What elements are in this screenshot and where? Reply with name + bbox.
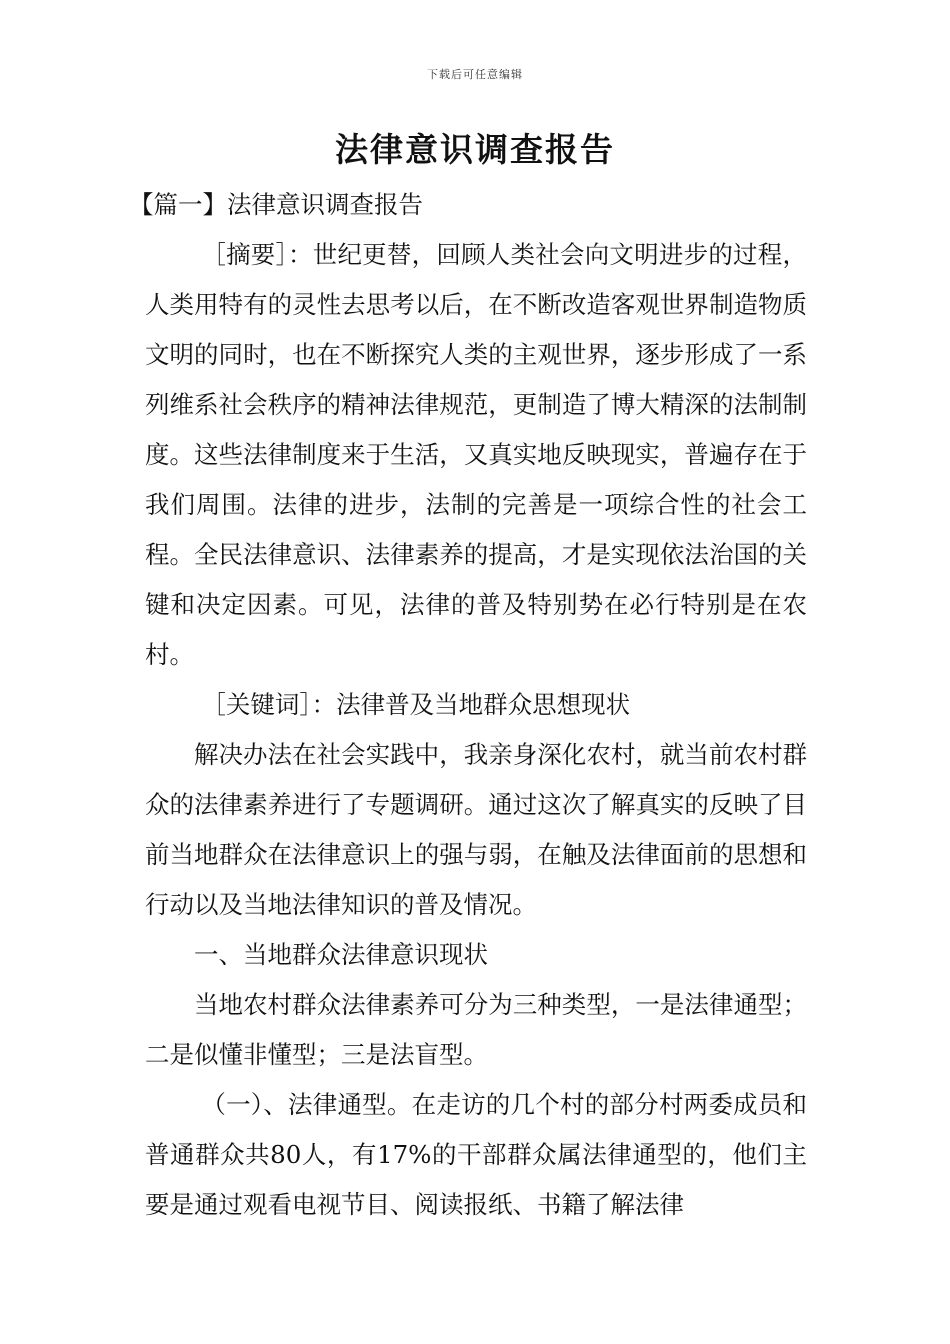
body-paragraph: 解决办法在社会实践中，我亲身深化农村，就当前农村群众的法律素养进行了专题调研。通过这次了解真实的反映了目前当地群众在法律意识上的强与弱，在触及法律面前的思想和行动以及当地法律知识的普及情况。: [145, 740, 807, 919]
header-note: 下载后可任意编辑: [427, 68, 523, 81]
document-body: [129, 180, 807, 1230]
subsection-heading: 一、当地群众法律意识现状: [194, 940, 488, 969]
abstract-paragraph: ［摘要］：世纪更替，回顾人类社会向文明进步的过程，人类用特有的灵性去思考以后，在不断改造客观世界制造物质文明的同时，也在不断探究人类的主观世界，逐步形成了一系列维系社会秩序的精神法律规范，更制造了博大精深的法制制度。这些法律制度来于生活，又真实地反映现实，普遍存在于我们周围。法律的进步，法制的完善是一项综合性的社会工程。全民法律意识、法律素养的提高，才是实现依法治国的关键和决定因素。可见，法律的普及特别势在必行特别是在农村。: [145, 240, 807, 669]
keywords-paragraph: ［关键词］：法律普及当地群众思想现状: [201, 690, 631, 719]
body-paragraph: 当地农村群众法律素养可分为三种类型，一是法律通型；二是似懂非懂型；三是法盲型。: [145, 990, 807, 1069]
body-paragraph: （一）、法律通型。在走访的几个村的部分村两委成员和普通群众共80人，有17%的干部群众属法律通型的，他们主要是通过观看电视节目、阅读报纸、书籍了解法律: [145, 1090, 807, 1219]
document-title: 法律意识调查报告: [335, 130, 615, 169]
section-heading: 【篇一】法律意识调查报告: [129, 190, 423, 219]
